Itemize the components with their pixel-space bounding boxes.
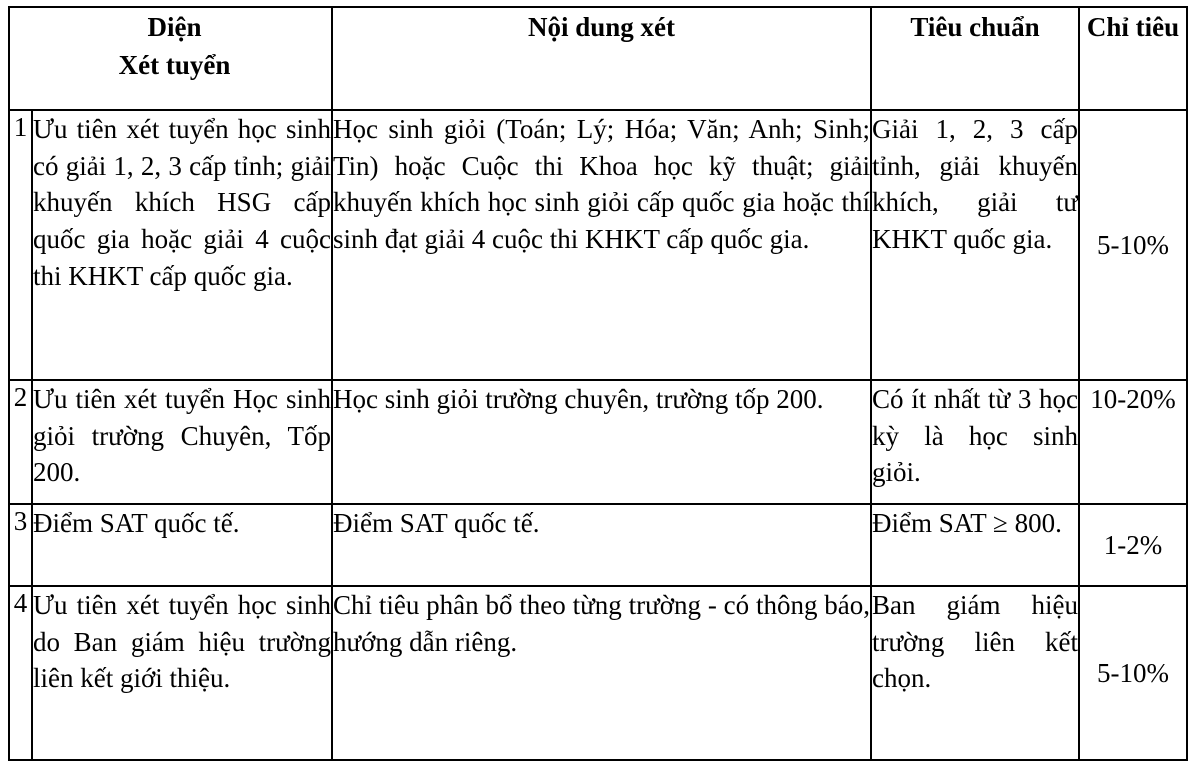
- column-header-dien-xet-tuyen: [9, 7, 332, 110]
- cell-dien-text: Ưu tiên xét tuyển học sinh do Ban giám hiệu trường liên kết giới thiệu.: [33, 590, 332, 694]
- cell-tieu-chuan: [871, 110, 1079, 380]
- cell-dien-text: Ưu tiên xét tuyển Học sinh giỏi trường Chuyên, Tốp 200.: [33, 384, 332, 488]
- cell-tieu-chuan: [871, 586, 1079, 760]
- cell-noi-dung-text: Chỉ tiêu phân bổ theo từng trường - có thông báo, hướng dẫn riêng.: [333, 590, 871, 657]
- row-index: 2: [9, 380, 32, 504]
- cell-dien-text: Ưu tiên xét tuyển học sinh có giải 1, 2, 3 cấp tỉnh; giải khuyến khích HSG cấp quốc gia hoặc giải 4 cuộc thi KHKT cấp quốc gia.: [33, 114, 332, 291]
- table-row: [9, 586, 1187, 760]
- cell-tieu-chuan-text: Có ít nhất từ 3 học kỳ là học sinh giỏi.: [872, 384, 1079, 488]
- cell-dien-xet-tuyen: [32, 110, 332, 380]
- cell-noi-dung-xet: [332, 586, 871, 760]
- cell-dien-xet-tuyen: [32, 504, 332, 586]
- cell-tieu-chuan: [871, 380, 1079, 504]
- cell-chi-tieu: 1-2%: [1079, 504, 1187, 586]
- cell-chi-tieu: 10-20%: [1079, 380, 1187, 504]
- row-index: 1: [9, 110, 32, 380]
- cell-chi-tieu: 5-10%: [1079, 110, 1187, 380]
- cell-dien-xet-tuyen: [32, 380, 332, 504]
- table-header: [9, 7, 1187, 110]
- column-header-noi-dung-xet: Nội dung xét: [332, 7, 871, 110]
- cell-noi-dung-text: Học sinh giỏi (Toán; Lý; Hóa; Văn; Anh; Sinh; Tin) hoặc Cuộc thi Khoa học kỹ thuật; giải khuyến khích học sinh giỏi cấp quốc gia hoặc thí sinh đạt giải 4 cuộc thi KHKT cấp quốc gia.: [333, 114, 871, 255]
- cell-tieu-chuan: [871, 504, 1079, 586]
- cell-tieu-chuan-text: Ban giám hiệu trường liên kết chọn.: [872, 590, 1079, 694]
- cell-tieu-chuan-text: Điểm SAT ≥ 800.: [872, 508, 1062, 538]
- cell-noi-dung-xet: [332, 504, 871, 586]
- row-index: 3: [9, 504, 32, 586]
- header-row: [9, 7, 1187, 110]
- cell-chi-tieu: 5-10%: [1079, 586, 1187, 760]
- cell-tieu-chuan-text: Giải 1, 2, 3 cấp tỉnh, giải khuyến khích, giải tư KHKT quốc gia.: [872, 114, 1079, 255]
- table-row: [9, 504, 1187, 586]
- column-header-tieu-chuan: Tiêu chuẩn: [871, 7, 1079, 110]
- table-row: [9, 110, 1187, 380]
- table-row: [9, 380, 1187, 504]
- column-header-dien-line-1: Diện: [147, 12, 202, 42]
- cell-noi-dung-text: Học sinh giỏi trường chuyên, trường tốp 200.: [333, 384, 824, 414]
- admission-criteria-table: [8, 6, 1188, 761]
- column-header-dien-line-2: Xét tuyển: [118, 50, 231, 81]
- table-body: [9, 110, 1187, 760]
- cell-noi-dung-text: Điểm SAT quốc tế.: [333, 508, 540, 538]
- cell-dien-text: Điểm SAT quốc tế.: [33, 508, 240, 538]
- column-header-chi-tieu: Chỉ tiêu: [1079, 7, 1187, 110]
- cell-noi-dung-xet: [332, 380, 871, 504]
- cell-noi-dung-xet: [332, 110, 871, 380]
- row-index: 4: [9, 586, 32, 760]
- cell-dien-xet-tuyen: [32, 586, 332, 760]
